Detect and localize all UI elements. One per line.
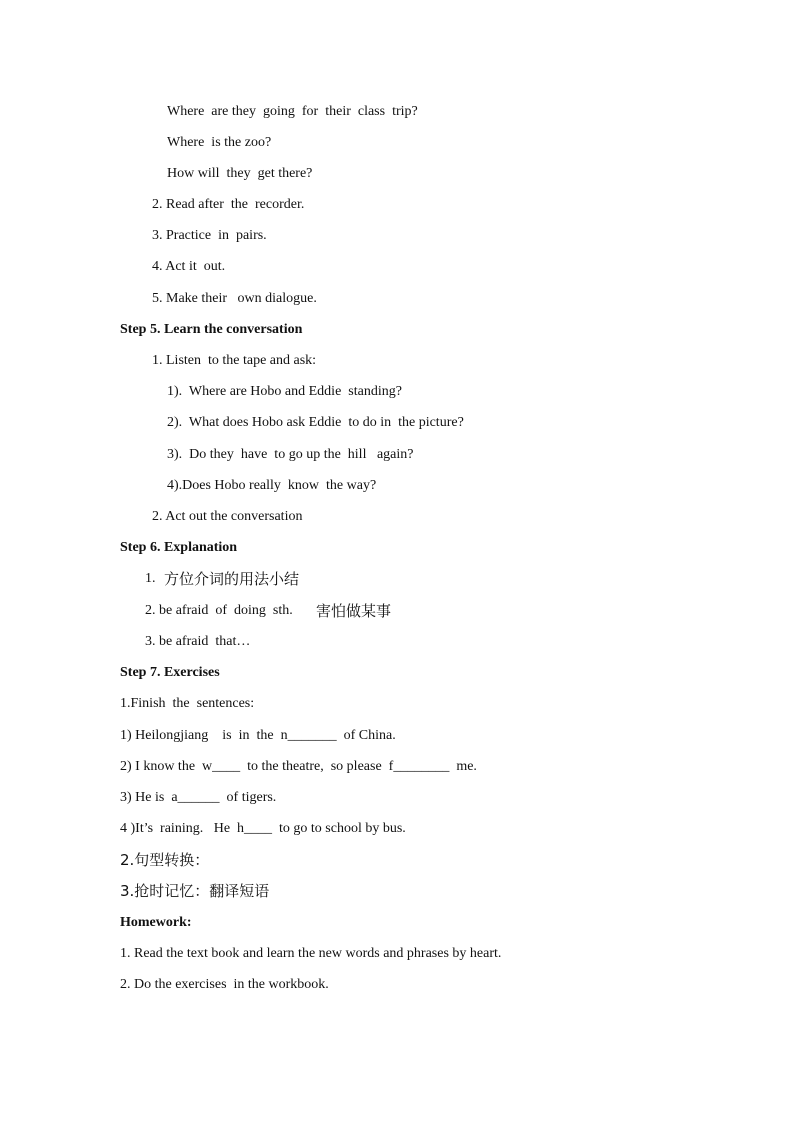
step4-question-1: Where are they going for their class trip? <box>167 104 418 119</box>
step4-item-4: 4. Act it out. <box>152 259 226 274</box>
exercise-sentence-3: 3) He is a______ of tigers. <box>120 790 277 805</box>
step7-heading: Step 7. Exercises <box>120 665 220 680</box>
step5-question-1: 1). Where are Hobo and Eddie standing? <box>167 384 402 399</box>
homework-item-2: 2. Do the exercises in the workbook. <box>120 977 329 992</box>
exercise-sentence-2: 2) I know the w____ to the theatre, so please f________ me. <box>120 759 477 774</box>
step4-item-2: 2. Read after the recorder. <box>152 197 305 212</box>
step6-item-3: 3. be afraid that… <box>145 634 251 649</box>
step4-item-5: 5. Make their own dialogue. <box>152 291 317 306</box>
step5-question-4: 4).Does Hobo really know the way? <box>167 478 377 493</box>
step5-item-2: 2. Act out the conversation <box>152 509 303 524</box>
step5-item-1: 1. Listen to the tape and ask: <box>152 353 317 368</box>
step4-question-3: How will they get there? <box>167 166 313 181</box>
step5-question-2: 2). What does Hobo ask Eddie to do in the picture? <box>167 415 464 430</box>
step7-item-2: 2.句型转换： <box>120 851 210 869</box>
step4-item-3: 3. Practice in pairs. <box>152 228 267 243</box>
step6-heading: Step 6. Explanation <box>120 540 238 555</box>
step4-question-2: Where is the zoo? <box>167 135 272 150</box>
step6-item-1-number: 1. <box>145 571 156 586</box>
step6-item-2-text: 2. be afraid of doing sth. <box>145 603 293 618</box>
step7-item-3: 3.抢时记忆：翻译短语 <box>120 882 270 900</box>
step5-heading: Step 5. Learn the conversation <box>120 322 303 337</box>
step6-item-1-text: 方位介词的用法小结 <box>164 570 300 588</box>
step5-question-3: 3). Do they have to go up the hill again? <box>167 447 414 462</box>
homework-heading: Homework: <box>120 915 192 930</box>
exercise-sentence-4: 4 )It’s raining. He h____ to go to school by bus. <box>120 821 406 836</box>
step7-intro: 1.Finish the sentences: <box>120 696 255 711</box>
homework-item-1: 1. Read the text book and learn the new words and phrases by heart. <box>120 946 502 961</box>
exercise-sentence-1: 1) Heilongjiang is in the n_______ of China. <box>120 728 396 743</box>
step6-item-2-chinese: 害怕做某事 <box>316 602 392 620</box>
